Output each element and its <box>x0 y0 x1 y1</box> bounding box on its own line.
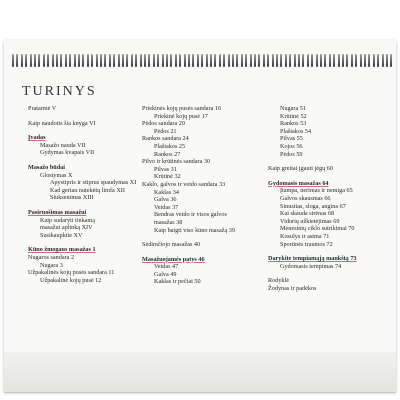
toc-entry: Nugara 3 <box>40 261 63 269</box>
spiral-coil <box>153 54 155 67</box>
toc-entry: Kaklo, galvos ir veido sandara 33 <box>142 180 226 188</box>
spiral-coil <box>373 54 375 67</box>
spiral-coil <box>324 54 326 67</box>
spiral-coil <box>135 54 137 67</box>
toc-entry: Žodynas ir padėkos <box>268 284 317 292</box>
toc-entry: Kaip greitai įgauti jėgų 60 <box>268 165 333 173</box>
toc-section-heading: Pasiruošimas masažui <box>28 208 87 216</box>
toc-spacer <box>268 248 386 255</box>
toc-entry: Pėdos 21 <box>154 127 177 135</box>
spiral-coil <box>91 54 93 67</box>
toc-entry: masažui aplinką XIV <box>40 224 93 232</box>
toc-spacer <box>142 234 262 241</box>
toc-spacer <box>28 127 136 134</box>
toc-entry: Veidas 37 <box>154 203 179 211</box>
spiral-coil <box>21 54 23 67</box>
spiral-coil <box>214 54 216 67</box>
toc-entry: Kaklas 34 <box>154 188 179 196</box>
toc-entry: Priekinė kojų pusė 17 <box>154 112 208 120</box>
spiral-coil <box>254 54 256 67</box>
spiral-coil <box>140 54 142 67</box>
toc-entry: Galva 36 <box>154 196 177 204</box>
toc-entry: Priekinės kojų pusės sandara 16 <box>142 105 222 112</box>
spiral-coil <box>355 54 357 67</box>
spiral-coil <box>342 54 344 67</box>
toc-entry: Plaštakos 54 <box>280 127 312 135</box>
toc-section-heading: Masažuojamės patys 46 <box>142 255 205 263</box>
spiral-coil <box>210 54 212 67</box>
toc-entry: Bendras veido ir visos galvos <box>154 211 227 219</box>
spiral-coil <box>219 54 221 67</box>
spiral-coil <box>267 54 269 67</box>
toc-spacer <box>28 202 136 209</box>
spiral-coil <box>272 54 274 67</box>
spiral-coil <box>144 54 146 67</box>
spiral-coil <box>245 54 247 67</box>
toc-entry: Apystipris ir stiprus spaudymas XI <box>50 179 137 187</box>
toc-entry: Rankos sandara 24 <box>142 135 189 143</box>
spiral-coil <box>34 54 36 67</box>
spiral-binding <box>4 54 396 70</box>
toc-entry: Kad geriau nutekėtų limfa XII <box>50 186 125 194</box>
spiral-coil <box>16 54 18 67</box>
spiral-coil <box>351 54 353 67</box>
toc-entry: Plaštakos 25 <box>154 142 186 150</box>
spiral-coil <box>197 54 199 67</box>
toc-entry: Sportinės traumos 72 <box>280 240 333 248</box>
spiral-coil <box>236 54 238 67</box>
spiral-coil <box>60 54 62 67</box>
spiral-coil <box>12 54 14 67</box>
toc-entry: Pėdos 59 <box>280 150 303 158</box>
spiral-coil <box>307 54 309 67</box>
spiral-coil <box>338 54 340 67</box>
toc-entry: Gydymas kvapais VII <box>40 149 95 157</box>
spiral-coil <box>316 54 318 67</box>
spiral-coil <box>148 54 150 67</box>
toc-entry: Kaip baigti viso kūno masažą 39 <box>154 226 235 234</box>
spiral-coil <box>162 54 164 67</box>
spiral-coil <box>263 54 265 67</box>
spiral-coil <box>228 54 230 67</box>
spiral-coil <box>170 54 172 67</box>
toc-entry: Masažo nauda VII <box>40 141 86 149</box>
toc-section-heading: Gydomasis masažas 64 <box>268 179 329 187</box>
toc-section-heading: Įvadas <box>28 134 46 142</box>
spiral-coil <box>126 54 128 67</box>
spiral-coil <box>131 54 133 67</box>
toc-entry: Užpakalinės kojų pusės sandara 11 <box>28 269 115 277</box>
toc-entry: Pilvo ir krūtinės sandara 30 <box>142 158 211 166</box>
spiral-coil <box>280 54 282 67</box>
spiral-coil <box>346 54 348 67</box>
toc-entry: Krūtinė 52 <box>280 112 307 120</box>
spiral-coil <box>69 54 71 67</box>
toc-spacer <box>28 113 136 120</box>
toc-entry: Sėdimčiojo masažas 40 <box>142 241 201 249</box>
spiral-coil <box>74 54 76 67</box>
toc-entry: Kojos 56 <box>280 142 303 150</box>
toc-entry: Vidurių užkietėjimas 69 <box>280 217 340 225</box>
toc-entry: Kaklas ir pečiai 50 <box>154 278 201 286</box>
spiral-coil <box>390 54 392 67</box>
toc-column-3 <box>268 105 386 292</box>
spiral-coil <box>184 54 186 67</box>
toc-entry: Rankos 27 <box>154 150 181 158</box>
spiral-coil <box>241 54 243 67</box>
spiral-coil <box>100 54 102 67</box>
toc-entry: Veidas 47 <box>154 263 179 271</box>
toc-entry: Kai skauda strėnas 68 <box>280 210 335 218</box>
spiral-coil <box>201 54 203 67</box>
spiral-coil <box>188 54 190 67</box>
toc-entry: Kosulys ir astma 71 <box>280 232 330 240</box>
toc-entry: Nugaros sandara 2 <box>28 253 75 261</box>
spiral-coil <box>377 54 379 67</box>
toc-spacer <box>268 173 386 180</box>
spiral-coil <box>311 54 313 67</box>
toc-entry: masažas 38 <box>154 218 183 226</box>
spiral-coil <box>87 54 89 67</box>
toc-spacer <box>268 270 386 277</box>
spiral-coil <box>364 54 366 67</box>
spiral-coil <box>192 54 194 67</box>
spiral-coil <box>258 54 260 67</box>
spiral-coil <box>157 54 159 67</box>
spiral-coil <box>320 54 322 67</box>
spiral-coil <box>47 54 49 67</box>
toc-entry: Rankos 53 <box>280 120 307 128</box>
toc-entry: Menesinių ciklo sutrikimai 70 <box>280 225 355 233</box>
spiral-coil <box>223 54 225 67</box>
spiral-coil <box>298 54 300 67</box>
toc-title: TURINYS <box>22 84 97 99</box>
spiral-coil <box>78 54 80 67</box>
spiral-coil <box>82 54 84 67</box>
toc-spacer <box>142 249 262 256</box>
spiral-coil <box>52 54 54 67</box>
spiral-coil <box>232 54 234 67</box>
toc-spacer <box>28 157 136 164</box>
toc-entry: Pilvas 31 <box>154 165 177 173</box>
toc-entry: Gydomasis tempimas 74 <box>280 262 342 270</box>
spiral-coil <box>206 54 208 67</box>
toc-section-heading: Kūno žmogaus masažas 1 <box>28 246 96 254</box>
toc-entry: Susikaupkite XV <box>40 231 83 239</box>
spiral-coil <box>96 54 98 67</box>
spiral-coil <box>360 54 362 67</box>
spiral-coil <box>104 54 106 67</box>
spiral-coil <box>175 54 177 67</box>
toc-column-2 <box>142 105 262 286</box>
toc-section-heading: Darykite tempiamąją mankštą 73 <box>268 255 357 263</box>
toc-spacer <box>28 239 136 246</box>
toc-entry: Užpakalinė kojų pusė 12 <box>40 276 102 284</box>
toc-entry: Pratarmė V <box>28 105 57 112</box>
spiral-coil <box>56 54 58 67</box>
toc-entry: Nugara 51 <box>280 105 306 112</box>
spiral-coil <box>382 54 384 67</box>
toc-spacer <box>268 158 386 165</box>
spiral-coil <box>43 54 45 67</box>
toc-entry: Stuksenimas XIII <box>50 194 94 202</box>
spiral-coil <box>285 54 287 67</box>
toc-entry: Glostymas X <box>40 171 73 179</box>
spiral-coil <box>179 54 181 67</box>
spiral-coil <box>65 54 67 67</box>
spiral-coil <box>276 54 278 67</box>
spiral-coil <box>302 54 304 67</box>
spiral-coil <box>329 54 331 67</box>
spiral-coil <box>250 54 252 67</box>
spiral-coil <box>113 54 115 67</box>
spiral-coil <box>333 54 335 67</box>
spiral-coil <box>38 54 40 67</box>
toc-entry: Galvos skausmas 66 <box>280 194 331 202</box>
spiral-coil <box>109 54 111 67</box>
toc-entry: Rodyklė <box>268 277 289 285</box>
spiral-coil <box>30 54 32 67</box>
toc-entry: Įtampa, nerimas ir nemiga 65 <box>280 187 353 195</box>
toc-column-1 <box>28 105 136 284</box>
toc-entry: Kaip naudotis šia knyga VI <box>28 119 96 127</box>
spiral-coil <box>294 54 296 67</box>
toc-entry: Sinusitas, sloga, angina 67 <box>280 202 346 210</box>
spiral-coil <box>118 54 120 67</box>
spiral-coil <box>289 54 291 67</box>
toc-entry: Kaip sudaryti tinkamą <box>40 216 95 224</box>
spiral-coil <box>386 54 388 67</box>
toc-entry: Pėdos sandara 20 <box>142 120 185 128</box>
toc-entry: Pilvas 55 <box>280 135 303 143</box>
toc-entry: Krūtinė 32 <box>154 173 181 181</box>
page-stack-edge <box>4 352 396 393</box>
toc-section-heading: Masažo būdai <box>28 163 65 171</box>
spiral-coil <box>122 54 124 67</box>
toc-entry: Galva 49 <box>154 270 177 278</box>
spiral-coil <box>25 54 27 67</box>
spiral-coil <box>368 54 370 67</box>
spiral-coil <box>166 54 168 67</box>
